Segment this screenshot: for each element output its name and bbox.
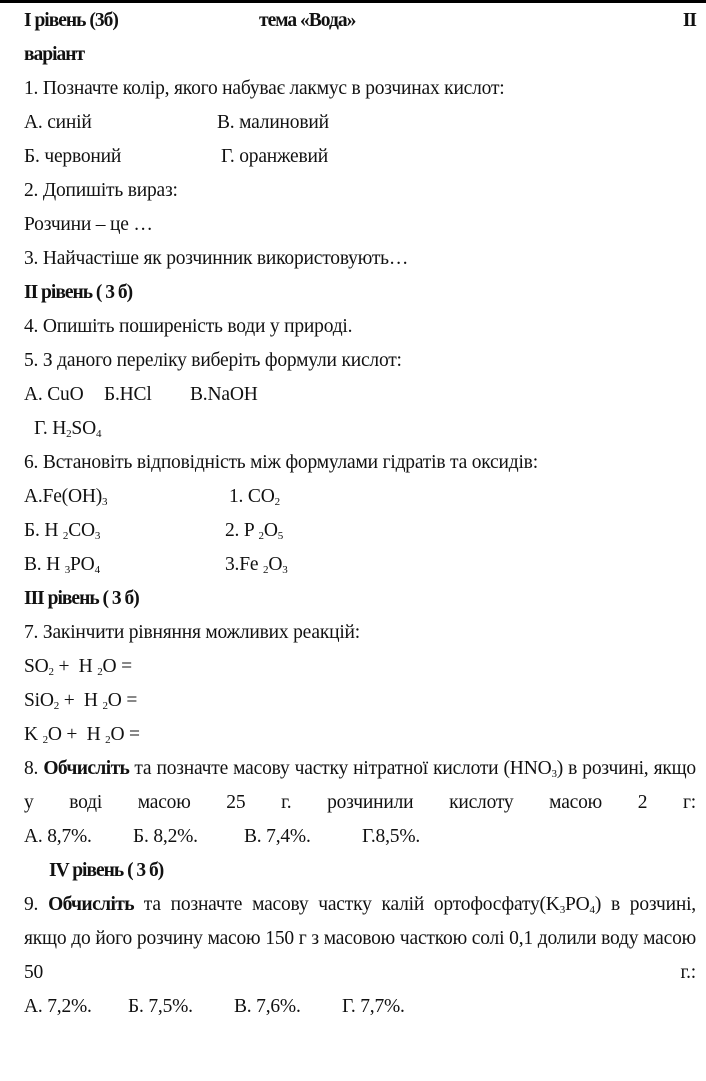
q5-option-d bbox=[24, 412, 696, 446]
q6-hydrate-a bbox=[24, 486, 107, 507]
top-border bbox=[0, 0, 706, 3]
variant-number: II bbox=[682, 10, 696, 31]
q6-r3r-sub-1: 2 bbox=[263, 564, 269, 576]
q6-hydrate-b bbox=[24, 520, 100, 541]
q8-text-2: ) в розчині, якщо у воді масою 25 г. розчинили кислоту масою 2 г: bbox=[24, 758, 696, 813]
q8-text-1: та позначте масову частку нітратної кислоти (HNO bbox=[129, 758, 552, 779]
q5-option-a: А. CuO bbox=[24, 384, 84, 405]
q7-e1-c: O = bbox=[102, 656, 132, 677]
q7-e1-sub-1: 2 bbox=[48, 666, 54, 678]
q1-option-a: А. синій bbox=[24, 112, 92, 133]
q8-options-row bbox=[24, 820, 696, 854]
q9-bold-verb: Обчисліть bbox=[48, 894, 134, 915]
q7-e2-sub-1: 2 bbox=[53, 700, 60, 712]
q8-option-d: Г.8,5%. bbox=[362, 826, 421, 847]
header-row bbox=[24, 4, 696, 38]
q9-num: 9. bbox=[24, 894, 39, 915]
q6-r2r-text-2: O bbox=[263, 520, 278, 541]
q7-e3-sub-1: 2 bbox=[42, 734, 48, 746]
q1-options-row-1 bbox=[24, 106, 696, 140]
q6-r3l-sub-1: 3 bbox=[64, 564, 71, 576]
q1-option-c: Б. червоний bbox=[24, 146, 122, 167]
q8-option-c: В. 7,4%. bbox=[244, 826, 311, 847]
q6-r3r-text: 3.Fe bbox=[225, 554, 264, 575]
q9-option-b: Б. 7,5%. bbox=[128, 996, 193, 1017]
q6-r3l-text-2: PO bbox=[70, 554, 95, 575]
q7-equation-1 bbox=[24, 650, 696, 684]
question-6: 6. Встановіть відповідність між формулами гідратів та оксидів: bbox=[24, 452, 538, 473]
q6-r1l-sub: 3 bbox=[102, 496, 108, 508]
q8-num: 8. bbox=[24, 758, 39, 779]
q8-bold-verb: Обчисліть bbox=[43, 758, 130, 779]
level-4-heading: IV рівень ( 3 б) bbox=[49, 860, 164, 881]
q8-option-b: Б. 8,2%. bbox=[133, 826, 198, 847]
q8-option-a: А. 8,7%. bbox=[24, 826, 92, 847]
q6-oxide-3 bbox=[225, 548, 288, 582]
question-7: 7. Закінчити рівняння можливих реакцій: bbox=[24, 622, 361, 643]
question-4: 4. Опишіть поширеність води у природі. bbox=[24, 316, 353, 337]
q6-r3r-sub-2: 3 bbox=[282, 564, 288, 576]
q9-options-row bbox=[24, 990, 696, 1024]
q6-r3l-sub-2: 4 bbox=[94, 564, 100, 576]
question-1: 1. Позначте колір, якого набуває лакмус в розчинах кислот: bbox=[24, 78, 505, 99]
q7-e2-b: + H bbox=[59, 690, 103, 711]
question-2: 2. Допишіть вираз: bbox=[24, 180, 178, 201]
question-5: 5. З даного переліку виберіть формули кислот: bbox=[24, 350, 402, 371]
q7-e2-a: SiO bbox=[24, 690, 54, 711]
q7-e2-c: O = bbox=[107, 690, 138, 711]
q7-e1-a: SO bbox=[24, 656, 49, 677]
q6-r2r-sub-1: 2 bbox=[258, 530, 264, 542]
question-9 bbox=[24, 888, 696, 990]
q5-d-text: Г. H bbox=[34, 418, 67, 439]
q6-r2l-text: Б. H bbox=[24, 520, 63, 541]
q9-option-c: В. 7,6%. bbox=[234, 996, 301, 1017]
q6-r1r-sub: 2 bbox=[274, 496, 280, 508]
q6-r3l-text: В. H bbox=[24, 554, 65, 575]
q7-e3-sub-2: 2 bbox=[105, 734, 111, 746]
q6-r3r-text-2: O bbox=[268, 554, 283, 575]
q9-option-d: Г. 7,7%. bbox=[342, 996, 405, 1017]
q7-e2-sub-2: 2 bbox=[102, 700, 108, 712]
q1-option-d: Г. оранжевий bbox=[221, 146, 328, 167]
topic-title: тема «Вода» bbox=[259, 10, 356, 31]
worksheet bbox=[24, 4, 696, 1024]
q9-sub-1: 3 bbox=[559, 904, 565, 916]
q9-text-2: PO bbox=[565, 894, 590, 915]
level-3-heading: III рівень ( 3 б) bbox=[24, 588, 139, 609]
q6-oxide-2 bbox=[225, 514, 283, 548]
level-2-heading: II рівень ( 3 б) bbox=[24, 282, 133, 303]
q2-line: Розчини – це … bbox=[24, 214, 153, 235]
q9-text-1: та позначте масову частку калій ортофосфату(K bbox=[133, 894, 560, 915]
q7-equation-2 bbox=[24, 684, 696, 718]
q7-e3-a: K bbox=[24, 724, 43, 745]
level-1-heading: I рівень (3б) bbox=[24, 10, 118, 31]
q6-oxide-1 bbox=[229, 480, 280, 514]
q6-hydrate-c bbox=[24, 554, 100, 575]
q5-d-text-2: SO bbox=[71, 418, 96, 439]
q5-d-sub-2: 4 bbox=[95, 428, 102, 440]
q1-options-row-2 bbox=[24, 140, 696, 174]
q6-r1l-text: А.Fe(OH) bbox=[24, 486, 103, 507]
q9-text-3: ) в розчині, якщо до його розчину масою 150 г з масовою часткою солі 0,1 долили воду масою 50 г.: bbox=[24, 894, 696, 983]
q5-options-row bbox=[24, 378, 696, 412]
q1-option-b: В. малиновий bbox=[217, 112, 329, 133]
q5-option-b: Б.HCl bbox=[104, 384, 152, 405]
q6-r2r-sub-2: 5 bbox=[277, 530, 284, 542]
q6-r2l-sub-2: 3 bbox=[94, 530, 101, 542]
q6-row-1 bbox=[24, 480, 696, 514]
q6-r2r-text: 2. P bbox=[225, 520, 259, 541]
q7-e1-b: + H bbox=[53, 656, 98, 677]
q9-option-a: А. 7,2%. bbox=[24, 996, 92, 1017]
q9-sub-2: 4 bbox=[589, 904, 595, 916]
q5-option-c: В.NaOH bbox=[190, 384, 258, 405]
q6-r2l-text-2: CO bbox=[68, 520, 95, 541]
q6-row-2 bbox=[24, 514, 696, 548]
q6-r2l-sub-1: 2 bbox=[62, 530, 69, 542]
q7-e3-c: O = bbox=[110, 724, 140, 745]
question-8 bbox=[24, 752, 696, 820]
question-3: 3. Найчастіше як розчинник використовують… bbox=[24, 248, 409, 269]
q7-equation-3 bbox=[24, 718, 696, 752]
q7-e3-b: O + H bbox=[47, 724, 106, 745]
q5-d-sub-1: 2 bbox=[66, 428, 72, 440]
q6-row-3 bbox=[24, 548, 696, 582]
q6-r1r-text: 1. CO bbox=[229, 486, 275, 507]
q8-sub: 3 bbox=[551, 768, 557, 780]
variant-word: варіант bbox=[24, 44, 85, 65]
q7-e1-sub-2: 2 bbox=[97, 666, 103, 678]
